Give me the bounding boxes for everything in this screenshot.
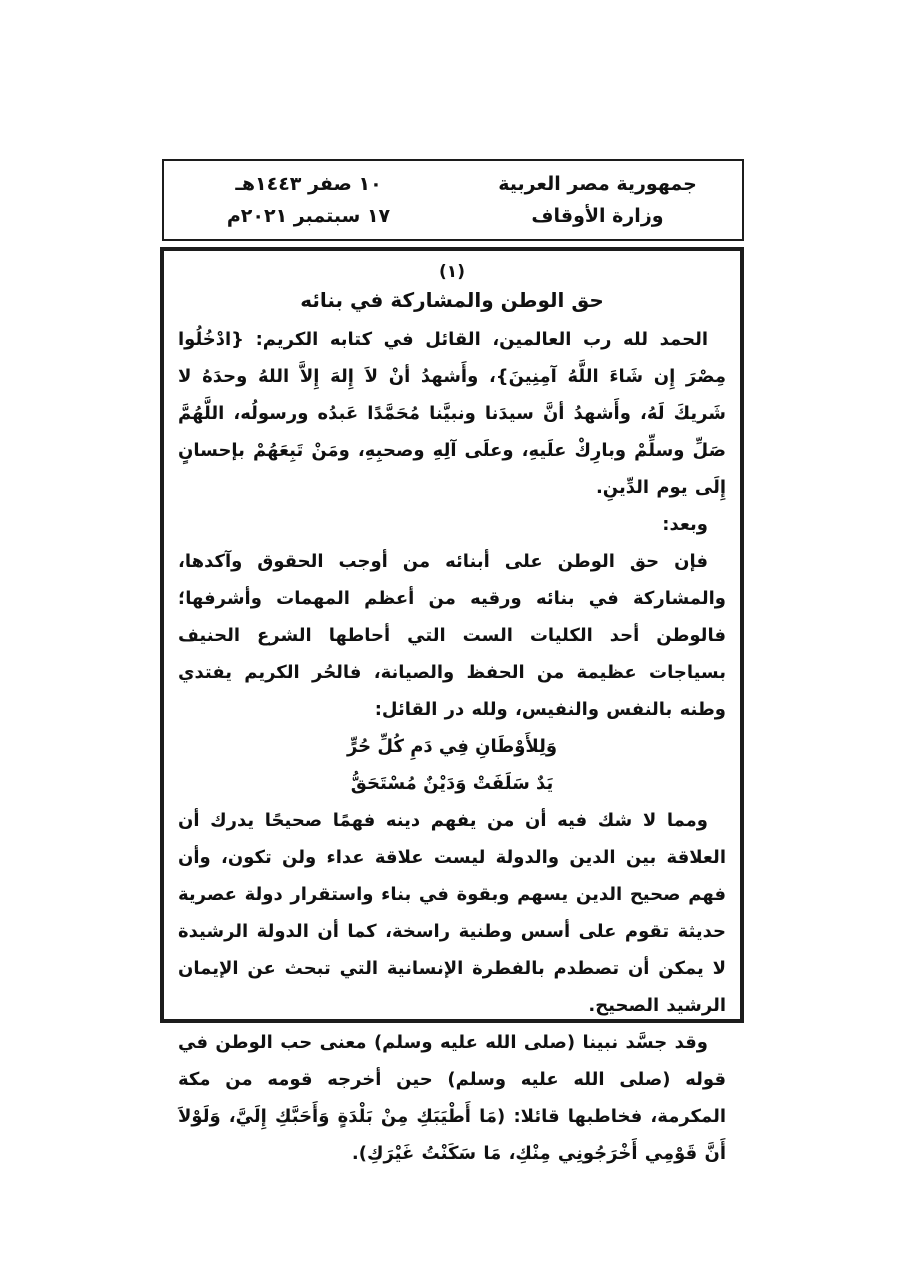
header-date-column [164,161,453,239]
document-number: (١) [439,262,465,282]
country-name: جمهورية مصر العربية [498,172,697,195]
paragraph-praise: الحمد لله رب العالمين، القائل في كتابه الكريم: {ادْخُلُوا مِصْرَ إِن شَاءَ اللَّهُ آمِنِينَ}، وأَشهدُ أنْ لاَ إِلهَ إِلاَّ اللهُ وحدَهُ لا شَريكَ لَهُ، وأَشهدُ أنَّ سيدَنا ونبيَّنا مُحَمَّدًا عَبدُه ورسولُه، اللَّهُمَّ صَلِّ وسلِّمْ وبارِكْ علَيهِ، وعلَى آلِهِ وصحبِهِ، ومَنْ تَبِعَهُمْ بإحسانٍ إِلَى يوم الدِّينِ. [178,329,726,498]
poetry-line-1: وَلِلأَوْطَانِ فِي دَمِ كُلِّ حُرٍّ [346,736,558,757]
document-title: حق الوطن والمشاركة في بنائه [300,288,604,312]
paragraph-homeland-right: فإن حق الوطن على أبنائه من أوجب الحقوق وآكدها، والمشاركة في بنائه ورقيه من أعظم المهمات وأشرفها؛ فالوطن أحد الكليات الست التي أحاطها الشرع الحنيف بسياجات عظيمة من الحفظ والصيانة، فالحُر الكريم يفتدي وطنه بالنفس والنفيس، ولله در القائل: [178,551,726,720]
hijri-date: ١٠ صفر ١٤٤٣هـ [235,172,382,195]
header-box [162,159,744,241]
paragraph-religion-state: ومما لا شك فيه أن من يفهم دينه فهمًا صحيحًا يدرك أن العلاقة بين الدين والدولة ليست علاقة عداء ولن تكون، وأن فهم صحيح الدين يسهم وبقوة في بناء واستقرار دولة عصرية حديثة تقوم على أسس وطنية راسخة، كما أن الدولة الرشيدة لا يمكن أن تصطدم بالفطرة الإنسانية التي تبحث عن الإيمان الرشيد الصحيح. [178,810,726,1016]
paragraph-waba3d: وبعد: [662,514,708,535]
ministry-name: وزارة الأوقاف [531,204,664,227]
gregorian-date: ١٧ سبتمبر ٢٠٢١م [226,204,391,227]
header-ministry-column [453,161,742,239]
paragraph-prophet-love: وقد جسَّد نبينا (صلى الله عليه وسلم) معنى حب الوطن في قوله (صلى الله عليه وسلم) حين أخرجه قومه من مكة المكرمة، فخاطبها قائلا: (مَا أَطْيَبَكِ مِنْ بَلْدَةٍ وَأَحَبَّكِ إِلَيَّ، وَلَوْلاَ أَنَّ قَوْمِي أَخْرَجُونِي مِنْكِ، مَا سَكَنْتُ غَيْرَكِ). [178,1032,726,1164]
poetry-couplet [178,728,726,802]
poetry-line-2: يَدٌ سَلَفَتْ وَدَيْنٌ مُسْتَحَقُّ [350,773,554,794]
sermon-body-box [160,247,744,1164]
